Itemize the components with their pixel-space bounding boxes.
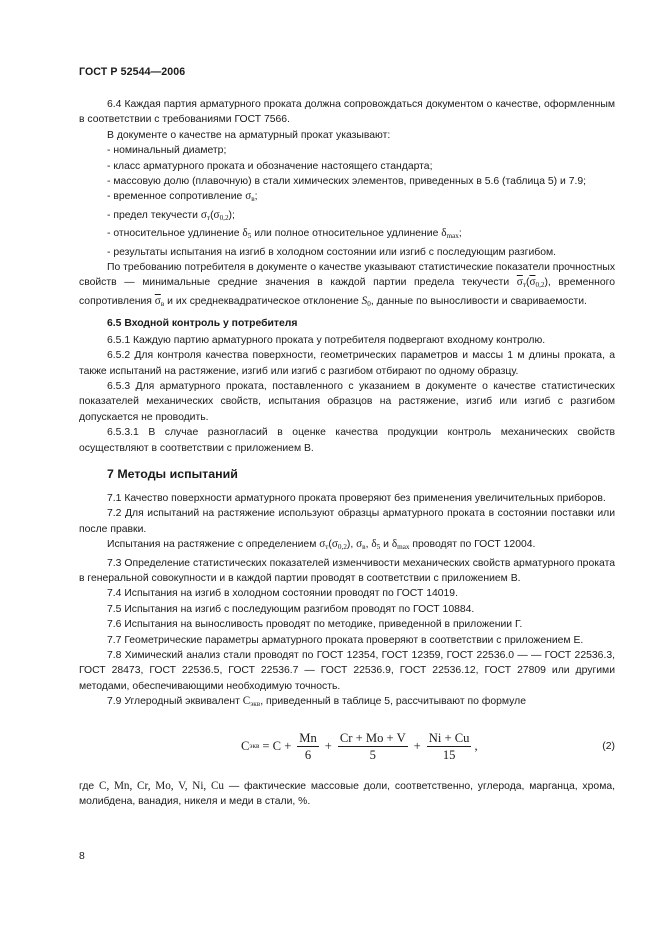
s-symbol: S xyxy=(361,294,368,307)
paragraph-7-4: 7.4 Испытания на изгиб в холодном состоянии проводят по ГОСТ 14019. xyxy=(107,588,458,600)
subscript: 0,2 xyxy=(219,213,229,222)
paragraph-text: и их среднеквадратическое отклонение xyxy=(167,295,359,307)
legend-where: где xyxy=(79,780,95,792)
subscript: т xyxy=(325,543,329,552)
fraction xyxy=(427,731,472,762)
subscript: 5 xyxy=(376,543,381,552)
list-item: - временное сопротивление $\sigma_в$; xyxy=(107,190,258,204)
paragraph-text: По требованию потребителя в документе о качестве указывают статистические показатели прочностных свойств — минимальные средние значения в каждой партии предела текучести xyxy=(79,262,616,289)
paragraph-text: Испытания на растяжение с определением xyxy=(107,539,317,551)
paragraph-6-5-1: 6.5.1 Каждую партию арматурного проката у потребителя подвергают входному контролю. xyxy=(107,334,546,346)
equation-number: (2) xyxy=(602,740,615,752)
list-item-text: - относительное удлинение xyxy=(107,228,240,240)
formula-lhs: C xyxy=(241,738,250,753)
fraction xyxy=(338,731,408,762)
paragraph-text: , данные по выносливости и свариваемости. xyxy=(370,295,587,307)
plus-sign: + xyxy=(413,738,421,753)
paragraph-7-8: 7.8 Химический анализ стали проводят по ГОСТ 12354, ГОСТ 12359, ГОСТ 22536.0 — — ГОСТ 22536.3, ГОСТ 28473, ГОСТ 22536.5, ГОСТ 22536.7 — ГОСТ 22536.9, ГОСТ 22536.12, ГОСТ 27809 или другими методами, обеспечивающими необходимую точность. xyxy=(79,650,615,692)
paragraph-7-5: 7.5 Испытания на изгиб с последующим разгибом проводят по ГОСТ 10884. xyxy=(107,603,475,615)
paragraph-text: 7.9 Углеродный эквивалент xyxy=(107,696,240,708)
list-item: - результаты испытания на изгиб в холодном состоянии или изгиб с последующим разгибом. xyxy=(107,246,557,258)
sigma-symbol: $\overline{\sigma}$ xyxy=(154,294,161,307)
list-item-text: или полное относительное удлинение xyxy=(254,228,439,240)
paragraph-6-4-stat: По требованию потребителя в документе о качестве указывают статистические показатели прочностных свойств — минимальные средние значения в каждой партии предела текучести $\overline{\sigma}_т(\overline{\sigma}_{0,2})$, временного сопротивления $\overline{\sigma}_в$ и их среднеквадратическое отклонение $S_0$, данные по выносливости и свариваемости. xyxy=(79,262,616,308)
paragraph-7-1: 7.1 Качество поверхности арматурного проката проверяют без применения увеличительных приборов. xyxy=(107,492,606,504)
paragraph-7-2: 7.2 Для испытаний на растяжение используют образцы арматурного проката в состоянии поставки или после правки. xyxy=(79,508,615,535)
delta-symbol: δ xyxy=(242,227,248,240)
list-item: - предел текучести $\sigma_т(\sigma_{0,2})$; xyxy=(107,208,235,222)
legend-text: — фактические массовые доли, соответственно, углерода, марганца, хрома, молибдена, ванадия, никеля и меди в стали, %. xyxy=(79,780,615,808)
heading-7: 7 Методы испытаний xyxy=(107,466,238,481)
conjunction: и xyxy=(383,539,389,551)
plus-sign: + xyxy=(324,738,332,753)
subscript: 0,2 xyxy=(337,543,347,552)
page-header: ГОСТ Р 52544—2006 xyxy=(79,66,186,78)
denominator: 15 xyxy=(442,748,456,763)
paragraph-7-2-tension: Испытания на растяжение с определением $\sigma_т(\sigma_{0,2})$, $\sigma_в$, $\delta_5$ и $\delta_{max}$ проводят по ГОСТ 12004. xyxy=(107,538,536,552)
c-symbol: C xyxy=(242,695,251,708)
subscript: т xyxy=(206,213,211,222)
paragraph-6-5-2: 6.5.2 Для контроля качества поверхности, геометрических параметров и массы 1 м длины проката, а также испытаний на растяжение, изгиб или изгиб с разгибом отбирают по одному образцу. xyxy=(79,350,615,377)
paragraph-7-9 xyxy=(79,694,615,712)
sigma-symbol: σ xyxy=(319,538,326,551)
sigma-symbol: σ xyxy=(331,538,338,551)
list-item: - относительное удлинение $\delta_5$ или полное относительное удлинение $\delta_{max}$; xyxy=(107,227,462,241)
denominator: 5 xyxy=(369,748,376,763)
formula-legend xyxy=(79,779,615,810)
subscript: 5 xyxy=(247,232,252,241)
subscript: в xyxy=(251,195,255,204)
paragraph-6-4-doc: В документе о качестве на арматурный прокат указывают: xyxy=(107,129,391,141)
paragraph-6-4: 6.4 Каждая партия арматурного проката должна сопровождаться документом о качестве, оформленным в соответствии с требованиями ГОСТ 7566. xyxy=(79,99,615,126)
fraction xyxy=(297,731,319,762)
numerator: Mn xyxy=(299,731,317,746)
carbon-equivalent-formula xyxy=(241,723,478,771)
formula-eq: = C + xyxy=(262,738,292,753)
list-item: - класс арматурного проката и обозначение настоящего стандарта; xyxy=(107,160,433,172)
sigma-symbol: σ xyxy=(213,208,220,221)
paragraph-text: , приведенный в таблице 5, рассчитывают по формуле xyxy=(260,696,526,708)
paragraph-7-3: 7.3 Определение статистических показателей изменчивости механических свойств арматурного проката в генеральной совокупности и в каждой партии проводят в соответствии с приложением В. xyxy=(79,557,615,584)
page-content xyxy=(79,97,615,809)
sigma-symbol: $\overline{\sigma}$ xyxy=(529,276,536,289)
subscript: т xyxy=(522,281,526,290)
formula-block xyxy=(79,723,615,771)
formula-tail: , xyxy=(474,738,478,753)
page-number: 8 xyxy=(79,851,85,862)
subscript: в xyxy=(160,299,165,308)
paragraph-text: временного сопротивления xyxy=(79,277,616,307)
subscript: max xyxy=(446,232,459,241)
delta-symbol: δ xyxy=(441,227,447,240)
subscript: max xyxy=(397,543,410,552)
sigma-symbol: σ xyxy=(245,190,252,203)
paragraph-6-5-3-1: 6.5.3.1 В случае разногласий в оценке качества продукции контроль механических свойств осуществляют в соответствии с приложением В. xyxy=(79,427,615,454)
delta-symbol: δ xyxy=(391,538,398,551)
sigma-symbol: σ xyxy=(356,538,363,551)
paragraph-text: проводят по ГОСТ 12004. xyxy=(412,539,536,551)
denominator: 6 xyxy=(304,748,312,763)
paragraph-6-5-3: 6.5.3 Для арматурного проката, поставленного с указанием в документе о качестве статистических показателей механических свойств, испытания образцов на растяжение, изгиб или изгиб с разгибом допускается не проводить. xyxy=(79,380,615,423)
delta-symbol: δ xyxy=(371,538,377,551)
subscript: в xyxy=(362,543,366,552)
subscript: 0 xyxy=(367,299,371,308)
subscript: 0,2 xyxy=(535,281,545,290)
paragraph-7-6: 7.6 Испытания на выносливость проводят по методике, приведенной в приложении Г. xyxy=(107,619,523,631)
subscript: экв xyxy=(250,700,261,709)
numerator: Ni + Cu xyxy=(428,731,470,746)
sigma-symbol: σ xyxy=(200,208,207,221)
numerator: Cr + Mo + V xyxy=(339,731,406,746)
list-item-text: - предел текучести xyxy=(107,209,198,221)
paragraph-7-7: 7.7 Геометрические параметры арматурного проката проверяют в соответствии с приложением Е. xyxy=(107,634,584,646)
heading-6-5: 6.5 Входной контроль у потребителя xyxy=(107,318,298,330)
legend-elements: C, Mn, Cr, Mo, V, Ni, Cu xyxy=(98,779,224,792)
list-item: - номинальный диаметр; xyxy=(107,145,227,157)
sigma-symbol: $\overline{\sigma}$ xyxy=(516,276,523,289)
formula-lhs-subscript: экв xyxy=(249,741,260,750)
list-item-text: - временное сопротивление xyxy=(107,191,243,203)
list-item: - массовую долю (плавочную) в стали химических элементов, приведенных в 5.6 (таблица 5) и 7.9; xyxy=(107,176,587,188)
